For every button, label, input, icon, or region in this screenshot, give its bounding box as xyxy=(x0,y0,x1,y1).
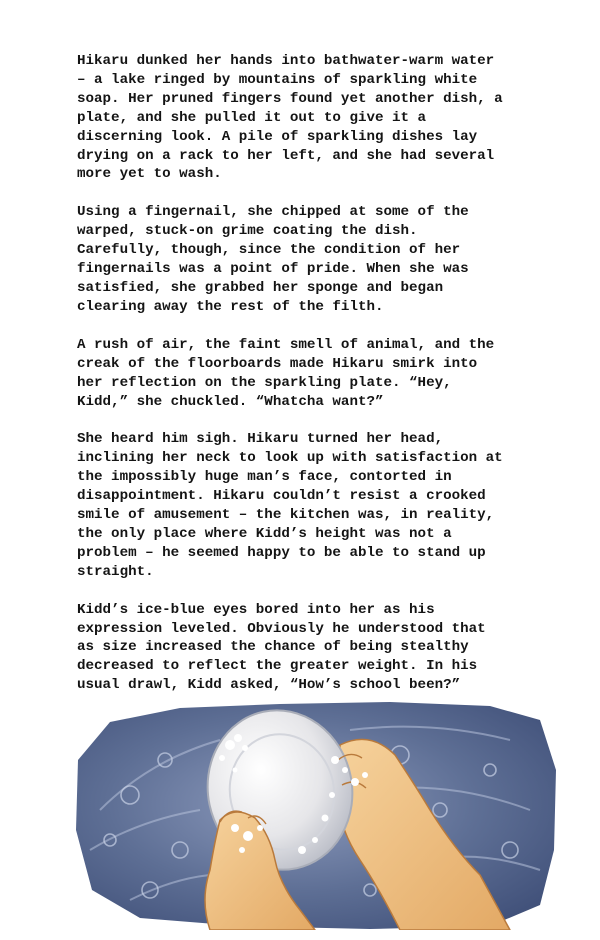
story-text xyxy=(77,52,547,714)
dishwashing-illustration xyxy=(70,700,560,930)
paragraph-3: A rush of air, the faint smell of animal, and the creak of the floorboards made Hikaru smirk into her reflection on the sparkling plate. “Hey, Kidd,” she chuckled. “Whatcha want?” xyxy=(77,336,495,410)
paragraph-4: She heard him sigh. Hikaru turned her head, inclining her neck to look up with satisfaction at the impossibly huge man’s face, contorted in disappointment. Hikaru couldn’t resist a crooked smile of amusement – the kitchen was, in reality, the only place where Kidd’s height was not a problem – he seemed happy to be able to stand up straight. xyxy=(77,431,503,580)
paragraph-2: Using a fingernail, she chipped at some of the warped, stuck-on grime coating the dish. Carefully, though, since the condition of her fingernails was a point of pride. When she was satisfied, she grabbed her sponge and began clearing away the rest of the filth. xyxy=(77,204,469,315)
paragraph-1: Hikaru dunked her hands into bathwater-warm water – a lake ringed by mountains of sparkling white soap. Her pruned fingers found yet another dish, a plate, and she pulled it out to give it a discerning look. A pile of sparkling dishes lay drying on a rack to her left, and she had several more yet to wash. xyxy=(77,53,503,183)
paragraph-5: Kidd’s ice-blue eyes bored into her as his expression leveled. Obviously he understood that as size increased the chance of being stealthy decreased to reflect the greater weight. In his usual drawl, Kidd asked, “How’s school been?” xyxy=(77,601,486,694)
